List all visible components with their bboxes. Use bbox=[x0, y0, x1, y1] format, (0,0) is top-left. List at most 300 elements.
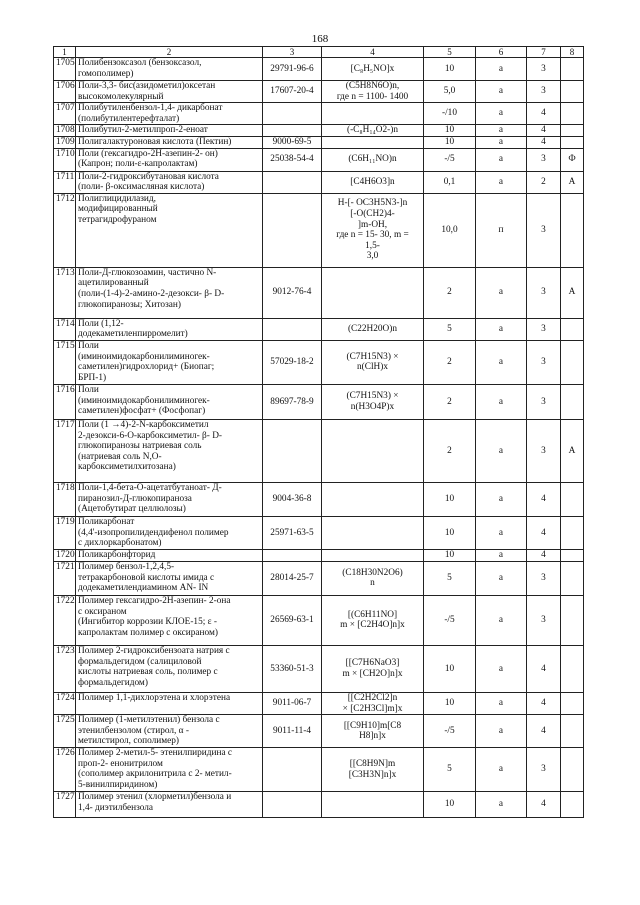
substance-name bbox=[76, 748, 263, 792]
value-col6-text: а bbox=[498, 287, 504, 298]
value-col6 bbox=[476, 193, 527, 267]
formula bbox=[322, 549, 424, 561]
value-col5-text: 5,0 bbox=[443, 86, 456, 97]
substance-name bbox=[76, 419, 263, 482]
row-number bbox=[54, 171, 76, 193]
value-col8-text: А bbox=[568, 176, 576, 187]
value-col5 bbox=[424, 715, 476, 748]
substance-name-text: Поли (1 →4)-2-N-карбоксиметил 2-дезокси-6-О-карбоксиметил- β- D- глюкопиранозы натриевая соль (натриевая соль N,O- карбоксиметилхитозана) bbox=[78, 419, 223, 473]
value-col5 bbox=[424, 549, 476, 561]
value-col5-text: -/5 bbox=[444, 725, 455, 736]
value-col6-text: а bbox=[498, 154, 504, 165]
value-col5 bbox=[424, 103, 476, 125]
value-col7 bbox=[527, 482, 561, 516]
value-col6 bbox=[476, 516, 527, 549]
value-col6 bbox=[476, 171, 527, 193]
value-col6 bbox=[476, 715, 527, 748]
value-col5 bbox=[424, 595, 476, 645]
substance-name-text: Поли (иминоимидокарбонилиминогек- саметилен)фосфат+ (Фосфопаг) bbox=[78, 384, 210, 417]
row-number bbox=[54, 549, 76, 561]
substance-name-text: Полибутил-2-метилпроп-2-еноат bbox=[78, 125, 208, 136]
table-row bbox=[54, 692, 584, 714]
row-number bbox=[54, 267, 76, 318]
value-col8 bbox=[561, 58, 584, 81]
value-col7 bbox=[527, 193, 561, 267]
formula-text: [(C6H11NO] m × [C2H4O]n]x bbox=[340, 609, 405, 631]
value-col5-text: 10 bbox=[444, 136, 455, 147]
value-col8 bbox=[561, 595, 584, 645]
value-col6 bbox=[476, 748, 527, 792]
formula bbox=[322, 516, 424, 549]
value-col8 bbox=[561, 645, 584, 692]
value-col6 bbox=[476, 419, 527, 482]
substance-name-text: Полимер 2-гидроксибензоата натрия с формальдегидом (салициловой кислоты натриевая соль, полимер с формальдегидом) bbox=[78, 645, 230, 688]
formula-text: (-C₈H₁₄O2-)n bbox=[346, 125, 399, 136]
value-col7 bbox=[527, 58, 561, 81]
value-col6-text: а bbox=[498, 799, 504, 810]
formula bbox=[322, 81, 424, 103]
value-col5-text: 0,1 bbox=[443, 176, 456, 187]
row-number-text: 1707 bbox=[56, 103, 75, 114]
formula-text: (C6H₁₁NO)n bbox=[348, 154, 397, 165]
substance-name-text: Поли (1,12- додекаметиленпирромелит) bbox=[78, 318, 188, 340]
value-col7-text: 4 bbox=[541, 698, 546, 709]
cas-number-text: 89697-78-9 bbox=[270, 396, 314, 407]
table-row bbox=[54, 340, 584, 384]
substance-name bbox=[76, 81, 263, 103]
substance-name-text: Полимер гексагидро-2H-азепин- 2-она с оксираном (Ингибитор коррозии КЛОЕ-15; ε - капролактам полимер с оксираном) bbox=[78, 595, 231, 638]
row-number-text: 1713 bbox=[56, 267, 75, 278]
cas-number bbox=[263, 58, 322, 81]
row-number-text: 1715 bbox=[56, 340, 75, 351]
substance-name bbox=[76, 561, 263, 595]
substance-name-text: Полимер бензол-1,2,4,5- тетракарбоновой кислоты имида с додекаметилендиамином AN- IN bbox=[78, 561, 215, 594]
formula bbox=[322, 103, 424, 125]
formula bbox=[322, 482, 424, 516]
value-col5 bbox=[424, 692, 476, 714]
value-col7-text: 4 bbox=[541, 527, 546, 538]
cas-number-text: 57029-18-2 bbox=[270, 357, 314, 368]
formula bbox=[322, 419, 424, 482]
cas-number-text: 25971-63-5 bbox=[270, 527, 314, 538]
formula bbox=[322, 171, 424, 193]
row-number-text: 1710 bbox=[56, 148, 75, 159]
value-col7 bbox=[527, 384, 561, 419]
formula bbox=[322, 715, 424, 748]
row-number bbox=[54, 792, 76, 818]
value-col8-text: А bbox=[568, 287, 576, 298]
value-col5 bbox=[424, 81, 476, 103]
row-number-text: 1708 bbox=[56, 125, 75, 136]
value-col5 bbox=[424, 340, 476, 384]
value-col6-text: а bbox=[498, 527, 504, 538]
value-col8 bbox=[561, 103, 584, 125]
value-col6-text: а bbox=[498, 615, 504, 626]
column-header: 8 bbox=[561, 47, 584, 58]
value-col5-text: 10,0 bbox=[441, 224, 458, 235]
formula bbox=[322, 267, 424, 318]
value-col8 bbox=[561, 516, 584, 549]
value-col7 bbox=[527, 171, 561, 193]
table-row bbox=[54, 384, 584, 419]
value-col6 bbox=[476, 81, 527, 103]
row-number-text: 1726 bbox=[56, 748, 75, 759]
substance-name-text: Полибензоксазол (бензоксазол, гомополимер) bbox=[78, 58, 202, 79]
value-col8 bbox=[561, 692, 584, 714]
table-row bbox=[54, 125, 584, 137]
table-row bbox=[54, 58, 584, 81]
value-col6-text: а bbox=[498, 396, 504, 407]
value-col7-text: 3 bbox=[541, 86, 546, 97]
row-number bbox=[54, 148, 76, 171]
substance-name bbox=[76, 516, 263, 549]
substance-name-text: Полимер (1-метилэтенил) бензола с этенилбензолом (стирол, α - метилстирол, сополимер) bbox=[78, 715, 220, 747]
substance-name bbox=[76, 148, 263, 171]
substance-name-text: Поли-2-гидроксибутановая кислота (поли- β-оксимасляная кислота) bbox=[78, 171, 219, 193]
row-number-text: 1723 bbox=[56, 645, 75, 656]
value-col6 bbox=[476, 645, 527, 692]
value-col7 bbox=[527, 692, 561, 714]
formula-text: [[C2H2Cl2]n × [C2H3Cl]m]x bbox=[342, 692, 403, 714]
value-col7-text: 4 bbox=[541, 108, 546, 119]
column-header: 6 bbox=[476, 47, 527, 58]
value-col7 bbox=[527, 715, 561, 748]
value-col7-text: 4 bbox=[541, 550, 546, 561]
row-number-text: 1721 bbox=[56, 561, 75, 572]
value-col8 bbox=[561, 318, 584, 340]
value-col5-text: 2 bbox=[447, 445, 452, 456]
cas-number bbox=[263, 715, 322, 748]
value-col8-text: А bbox=[568, 445, 576, 456]
value-col5 bbox=[424, 267, 476, 318]
row-number-text: 1718 bbox=[56, 482, 75, 493]
substance-name-text: Поликарбонат (4,4'-изопропилидендифенол полимер с дихлоркарбонатом) bbox=[78, 516, 229, 549]
formula bbox=[322, 561, 424, 595]
value-col7-text: 3 bbox=[541, 357, 546, 368]
value-col7-text: 3 bbox=[541, 764, 546, 775]
value-col6-text: а bbox=[498, 764, 504, 775]
row-number bbox=[54, 193, 76, 267]
value-col5 bbox=[424, 318, 476, 340]
formula-text: (C7H15N3) × n(H3O4P)x bbox=[346, 391, 399, 412]
value-col7-text: 4 bbox=[541, 725, 546, 736]
value-col5 bbox=[424, 125, 476, 137]
value-col7 bbox=[527, 645, 561, 692]
value-col5 bbox=[424, 171, 476, 193]
table-row bbox=[54, 103, 584, 125]
cas-number bbox=[263, 516, 322, 549]
cas-number bbox=[263, 482, 322, 516]
value-col7-text: 3 bbox=[541, 224, 546, 235]
row-number bbox=[54, 595, 76, 645]
formula-text: (C18H30N2O6) n bbox=[342, 567, 403, 589]
value-col8 bbox=[561, 125, 584, 137]
cas-number-text: 9012-76-4 bbox=[272, 287, 312, 298]
substance-name bbox=[76, 595, 263, 645]
value-col7-text: 3 bbox=[541, 154, 546, 165]
value-col6 bbox=[476, 148, 527, 171]
substance-name bbox=[76, 340, 263, 384]
value-col7-text: 4 bbox=[541, 494, 546, 505]
row-number-text: 1706 bbox=[56, 81, 75, 91]
value-col8 bbox=[561, 171, 584, 193]
substance-name bbox=[76, 715, 263, 748]
value-col8 bbox=[561, 193, 584, 267]
substance-name bbox=[76, 792, 263, 818]
value-col7-text: 4 bbox=[541, 125, 546, 136]
column-header: 3 bbox=[263, 47, 322, 58]
formula-text: [C4H6O3]n bbox=[350, 176, 395, 187]
row-number bbox=[54, 318, 76, 340]
formula bbox=[322, 340, 424, 384]
table-row bbox=[54, 549, 584, 561]
substance-name bbox=[76, 692, 263, 714]
cas-number bbox=[263, 318, 322, 340]
value-col8 bbox=[561, 340, 584, 384]
cas-number bbox=[263, 692, 322, 714]
value-col5-text: -/10 bbox=[442, 108, 457, 119]
value-col6-text: а bbox=[498, 125, 504, 136]
value-col6-text: а bbox=[498, 357, 504, 368]
row-number bbox=[54, 419, 76, 482]
cas-number-text: 28014-25-7 bbox=[270, 573, 314, 584]
value-col5 bbox=[424, 193, 476, 267]
row-number bbox=[54, 692, 76, 714]
substance-name bbox=[76, 549, 263, 561]
substance-name-text: Поликарбонфторид bbox=[78, 549, 156, 560]
value-col6-text: а bbox=[498, 324, 504, 335]
substance-name-text: Поли-1,4-бета-О-ацетатбутаноат- Д- пиранозил-Д-глюкопираноза (Ацетобутират целлюлозы) bbox=[78, 482, 222, 515]
substance-name bbox=[76, 125, 263, 137]
value-col6-text: а bbox=[498, 445, 504, 456]
cas-number bbox=[263, 103, 322, 125]
formula-text: (C22H20O)n bbox=[347, 324, 398, 335]
column-header: 7 bbox=[527, 47, 561, 58]
row-number bbox=[54, 645, 76, 692]
value-col5-text: -/5 bbox=[444, 154, 455, 165]
value-col5 bbox=[424, 645, 476, 692]
page-number: 168 bbox=[311, 33, 329, 45]
value-col7 bbox=[527, 340, 561, 384]
value-col7-text: 4 bbox=[541, 136, 546, 147]
header-row bbox=[54, 47, 584, 58]
row-number bbox=[54, 748, 76, 792]
substance-name bbox=[76, 171, 263, 193]
value-col6-text: а bbox=[498, 108, 504, 119]
value-col6 bbox=[476, 103, 527, 125]
cas-number bbox=[263, 125, 322, 137]
value-col7-text: 3 bbox=[541, 573, 546, 584]
value-col6-text: а bbox=[498, 494, 504, 505]
value-col7-text: 4 bbox=[541, 663, 546, 674]
formula-text: [[C8H9N]m [C3H3N]n]x bbox=[348, 759, 397, 780]
value-col7 bbox=[527, 595, 561, 645]
value-col7-text: 3 bbox=[541, 445, 546, 456]
cas-number bbox=[263, 645, 322, 692]
substance-name bbox=[76, 58, 263, 81]
value-col7 bbox=[527, 748, 561, 792]
formula bbox=[322, 645, 424, 692]
formula bbox=[322, 125, 424, 137]
value-col6-text: а bbox=[498, 86, 504, 97]
row-number-text: 1722 bbox=[56, 595, 75, 606]
cas-number-text: 17607-20-4 bbox=[270, 86, 314, 97]
value-col5-text: 10 bbox=[444, 698, 455, 709]
value-col7-text: 3 bbox=[541, 287, 546, 298]
value-col8 bbox=[561, 561, 584, 595]
column-header: 5 bbox=[424, 47, 476, 58]
row-number-text: 1727 bbox=[56, 792, 75, 803]
table-row bbox=[54, 595, 584, 645]
row-number bbox=[54, 340, 76, 384]
table-row bbox=[54, 81, 584, 103]
table-row bbox=[54, 645, 584, 692]
value-col7 bbox=[527, 549, 561, 561]
row-number-text: 1720 bbox=[56, 549, 75, 560]
row-number bbox=[54, 136, 76, 148]
row-number-text: 1717 bbox=[56, 419, 75, 430]
row-number-text: 1705 bbox=[56, 58, 75, 68]
table-row bbox=[54, 792, 584, 818]
row-number bbox=[54, 561, 76, 595]
value-col6 bbox=[476, 561, 527, 595]
value-col6-text: п bbox=[498, 224, 504, 235]
table-row bbox=[54, 171, 584, 193]
formula bbox=[322, 748, 424, 792]
value-col6-text: а bbox=[498, 63, 504, 74]
value-col8 bbox=[561, 419, 584, 482]
formula bbox=[322, 148, 424, 171]
value-col5-text: 10 bbox=[444, 494, 455, 505]
cas-number bbox=[263, 595, 322, 645]
row-number bbox=[54, 715, 76, 748]
table-row bbox=[54, 516, 584, 549]
value-col7 bbox=[527, 136, 561, 148]
value-col8 bbox=[561, 384, 584, 419]
substance-name bbox=[76, 103, 263, 125]
value-col5-text: 5 bbox=[447, 324, 452, 335]
value-col7 bbox=[527, 148, 561, 171]
row-number-text: 1709 bbox=[56, 136, 75, 147]
cas-number bbox=[263, 549, 322, 561]
value-col8 bbox=[561, 715, 584, 748]
value-col5 bbox=[424, 561, 476, 595]
value-col7 bbox=[527, 267, 561, 318]
value-col5-text: -/5 bbox=[444, 615, 455, 626]
value-col5-text: 2 bbox=[447, 287, 452, 298]
cas-number bbox=[263, 193, 322, 267]
value-col6 bbox=[476, 792, 527, 818]
value-col7 bbox=[527, 81, 561, 103]
cas-number bbox=[263, 171, 322, 193]
formula-text: [[C7H6NaO3] m × [CH2O]n]x bbox=[342, 658, 403, 679]
value-col8 bbox=[561, 549, 584, 561]
value-col7 bbox=[527, 318, 561, 340]
value-col5-text: 5 bbox=[447, 764, 452, 775]
formula-text: (C5H8N6O)n, где n = 1100- 1400 bbox=[336, 81, 409, 102]
row-number bbox=[54, 81, 76, 103]
substance-name-text: Полимер 2-метил-5- этенилпиридина с проп-2- енонитрилом (сополимер акрилонитрила с 2- метил- 5-винилпиридином) bbox=[78, 748, 233, 790]
table-row bbox=[54, 136, 584, 148]
value-col5-text: 10 bbox=[444, 527, 455, 538]
value-col7-text: 3 bbox=[541, 396, 546, 407]
formula-text: [C₈H₅NO]x bbox=[350, 63, 395, 74]
value-col5-text: 2 bbox=[447, 357, 452, 368]
row-number bbox=[54, 103, 76, 125]
cas-number bbox=[263, 267, 322, 318]
table-row bbox=[54, 482, 584, 516]
row-number-text: 1719 bbox=[56, 516, 75, 527]
row-number bbox=[54, 482, 76, 516]
value-col6-text: а bbox=[498, 573, 504, 584]
value-col6-text: а bbox=[498, 176, 504, 187]
formula bbox=[322, 595, 424, 645]
formula-text: (C7H15N3) × n(ClH)x bbox=[346, 351, 399, 373]
row-number-text: 1716 bbox=[56, 384, 75, 395]
value-col8 bbox=[561, 148, 584, 171]
substance-name bbox=[76, 645, 263, 692]
value-col8 bbox=[561, 136, 584, 148]
column-header: 1 bbox=[54, 47, 76, 58]
value-col7-text: 3 bbox=[541, 615, 546, 626]
value-col6 bbox=[476, 318, 527, 340]
value-col6-text: а bbox=[498, 663, 504, 674]
row-number bbox=[54, 58, 76, 81]
cas-number bbox=[263, 561, 322, 595]
value-col7-text: 3 bbox=[541, 324, 546, 335]
formula bbox=[322, 318, 424, 340]
table-row bbox=[54, 193, 584, 267]
formula bbox=[322, 792, 424, 818]
substance-name bbox=[76, 482, 263, 516]
formula bbox=[322, 136, 424, 148]
value-col5 bbox=[424, 148, 476, 171]
cas-number bbox=[263, 148, 322, 171]
table-row bbox=[54, 148, 584, 171]
value-col6 bbox=[476, 595, 527, 645]
substance-name-text: Полимер 1,1-дихлорэтена и хлорэтена bbox=[78, 692, 231, 703]
cas-number bbox=[263, 384, 322, 419]
value-col5 bbox=[424, 136, 476, 148]
value-col5 bbox=[424, 419, 476, 482]
row-number-text: 1725 bbox=[56, 715, 75, 726]
row-number bbox=[54, 516, 76, 549]
substance-name-text: Полиглицидилазид, модифицированный тетрагидрофураном bbox=[78, 193, 158, 225]
value-col5 bbox=[424, 748, 476, 792]
cas-number-text: 53360-51-3 bbox=[270, 663, 314, 674]
value-col6 bbox=[476, 692, 527, 714]
substance-name-text: Поли (гексагидро-2H-азепин-2- он) (Капрон; поли-ε-капролактам) bbox=[78, 148, 218, 170]
cas-number-text: 26569-63-1 bbox=[270, 615, 314, 626]
cas-number-text: 9004-36-8 bbox=[272, 494, 312, 505]
value-col6-text: а bbox=[498, 725, 504, 736]
value-col7-text: 3 bbox=[541, 63, 546, 74]
value-col7 bbox=[527, 561, 561, 595]
formula bbox=[322, 193, 424, 267]
formula-text: [[C9H10]m[C8 H8]n]x bbox=[343, 720, 402, 742]
value-col6 bbox=[476, 549, 527, 561]
value-col8 bbox=[561, 267, 584, 318]
value-col5 bbox=[424, 516, 476, 549]
value-col5-text: 10 bbox=[444, 125, 455, 136]
substance-name-text: Поли-3,3- бис(азидометил)оксетан высокомолекулярный bbox=[78, 81, 216, 102]
value-col8 bbox=[561, 81, 584, 103]
value-col5-text: 10 bbox=[444, 663, 455, 674]
substance-name-text: Поли-Д-глюкозоамин, частично N- ацетилированный (поли-(1-4)-2-амино-2-дезокси- β- D- глюкопиранозы; Хитозан) bbox=[78, 267, 225, 310]
table-row bbox=[54, 561, 584, 595]
value-col5-text: 10 bbox=[444, 550, 455, 561]
value-col5 bbox=[424, 384, 476, 419]
